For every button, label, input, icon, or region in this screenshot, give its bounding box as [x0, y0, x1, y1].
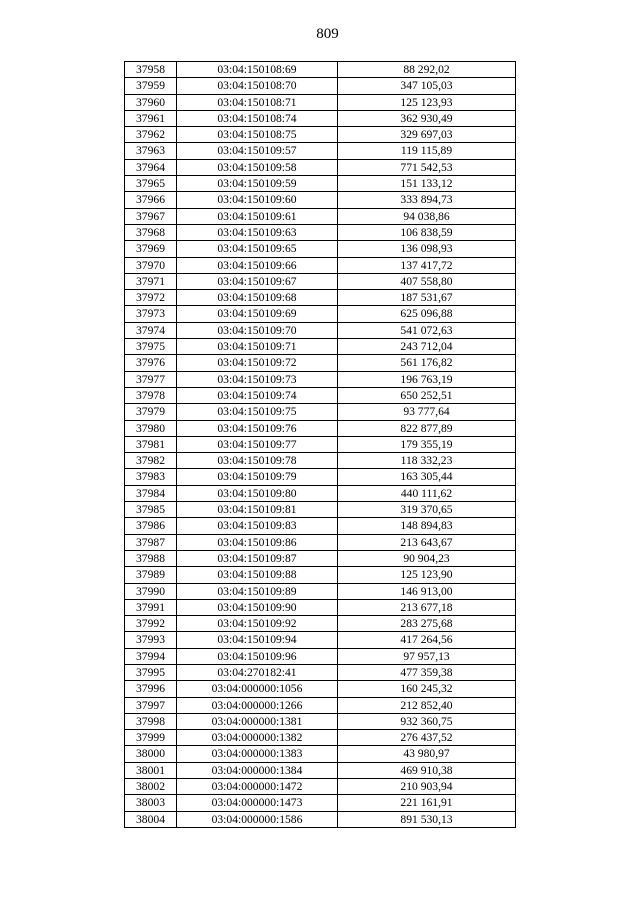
row-number-cell: 37960 [125, 94, 177, 110]
row-number-cell: 37964 [125, 159, 177, 175]
row-number-cell: 37974 [125, 322, 177, 338]
table-row [125, 159, 516, 175]
row-number-cell: 37963 [125, 143, 177, 159]
table-row [125, 648, 516, 664]
cadastral-number-cell: 03:04:150109:69 [177, 306, 338, 322]
cadastral-number-cell: 03:04:000000:1384 [177, 762, 338, 778]
row-number-cell: 37976 [125, 355, 177, 371]
table-row [125, 355, 516, 371]
table-row [125, 62, 516, 78]
row-number-cell: 37996 [125, 681, 177, 697]
cadastral-number-cell: 03:04:150109:65 [177, 241, 338, 257]
value-cell: 88 292,02 [338, 62, 516, 78]
row-number-cell: 37989 [125, 567, 177, 583]
row-number-cell: 37966 [125, 192, 177, 208]
value-cell: 213 677,18 [338, 599, 516, 615]
value-cell: 119 115,89 [338, 143, 516, 159]
value-cell: 362 930,49 [338, 110, 516, 126]
cadastral-number-cell: 03:04:150109:74 [177, 387, 338, 403]
cadastral-number-cell: 03:04:150109:86 [177, 534, 338, 550]
row-number-cell: 38004 [125, 811, 177, 827]
cadastral-number-cell: 03:04:000000:1586 [177, 811, 338, 827]
cadastral-number-cell: 03:04:270182:41 [177, 664, 338, 680]
table-row [125, 306, 516, 322]
table-row [125, 371, 516, 387]
value-cell: 196 763,19 [338, 371, 516, 387]
table-row [125, 713, 516, 729]
row-number-cell: 37999 [125, 730, 177, 746]
value-cell: 243 712,04 [338, 339, 516, 355]
value-cell: 90 904,23 [338, 550, 516, 566]
value-cell: 94 038,86 [338, 208, 516, 224]
table-body [125, 62, 516, 828]
table-row [125, 599, 516, 615]
table-row [125, 664, 516, 680]
table-row [125, 110, 516, 126]
table-row [125, 143, 516, 159]
value-cell: 469 910,38 [338, 762, 516, 778]
table-row [125, 730, 516, 746]
cadastral-number-cell: 03:04:150109:68 [177, 290, 338, 306]
cadastral-number-cell: 03:04:000000:1056 [177, 681, 338, 697]
cadastral-number-cell: 03:04:150109:87 [177, 550, 338, 566]
row-number-cell: 37978 [125, 387, 177, 403]
row-number-cell: 37983 [125, 469, 177, 485]
table-row [125, 616, 516, 632]
value-cell: 125 123,90 [338, 567, 516, 583]
table-row [125, 420, 516, 436]
table-row [125, 322, 516, 338]
value-cell: 650 252,51 [338, 387, 516, 403]
table-row [125, 94, 516, 110]
row-number-cell: 37991 [125, 599, 177, 615]
table-row [125, 746, 516, 762]
table-row [125, 339, 516, 355]
cadastral-number-cell: 03:04:150109:94 [177, 632, 338, 648]
row-number-cell: 37985 [125, 502, 177, 518]
table-row [125, 127, 516, 143]
page-number: 809 [316, 26, 339, 42]
cadastral-number-cell: 03:04:150108:70 [177, 78, 338, 94]
row-number-cell: 37995 [125, 664, 177, 680]
cadastral-number-cell: 03:04:150109:92 [177, 616, 338, 632]
cadastral-table-container [124, 61, 516, 828]
row-number-cell: 38000 [125, 746, 177, 762]
value-cell: 146 913,00 [338, 583, 516, 599]
value-cell: 148 894,83 [338, 518, 516, 534]
cadastral-number-cell: 03:04:000000:1266 [177, 697, 338, 713]
value-cell: 319 370,65 [338, 502, 516, 518]
value-cell: 541 072,63 [338, 322, 516, 338]
value-cell: 151 133,12 [338, 176, 516, 192]
row-number-cell: 37987 [125, 534, 177, 550]
value-cell: 213 643,67 [338, 534, 516, 550]
value-cell: 333 894,73 [338, 192, 516, 208]
cadastral-number-cell: 03:04:150109:61 [177, 208, 338, 224]
cadastral-number-cell: 03:04:150108:71 [177, 94, 338, 110]
row-number-cell: 37961 [125, 110, 177, 126]
row-number-cell: 37972 [125, 290, 177, 306]
table-row [125, 534, 516, 550]
value-cell: 477 359,38 [338, 664, 516, 680]
cadastral-number-cell: 03:04:150109:72 [177, 355, 338, 371]
table-row [125, 502, 516, 518]
row-number-cell: 37979 [125, 404, 177, 420]
table-row [125, 550, 516, 566]
cadastral-number-cell: 03:04:150109:60 [177, 192, 338, 208]
table-row [125, 78, 516, 94]
cadastral-number-cell: 03:04:000000:1473 [177, 795, 338, 811]
cadastral-number-cell: 03:04:150109:57 [177, 143, 338, 159]
row-number-cell: 37992 [125, 616, 177, 632]
value-cell: 136 098,93 [338, 241, 516, 257]
table-row [125, 697, 516, 713]
cadastral-number-cell: 03:04:150109:90 [177, 599, 338, 615]
value-cell: 625 096,88 [338, 306, 516, 322]
value-cell: 187 531,67 [338, 290, 516, 306]
value-cell: 440 111,62 [338, 485, 516, 501]
table-row [125, 224, 516, 240]
row-number-cell: 37959 [125, 78, 177, 94]
table-row [125, 387, 516, 403]
row-number-cell: 37990 [125, 583, 177, 599]
cadastral-number-cell: 03:04:150109:70 [177, 322, 338, 338]
value-cell: 137 417,72 [338, 257, 516, 273]
cadastral-number-cell: 03:04:150109:59 [177, 176, 338, 192]
value-cell: 125 123,93 [338, 94, 516, 110]
row-number-cell: 37965 [125, 176, 177, 192]
value-cell: 417 264,56 [338, 632, 516, 648]
value-cell: 407 558,80 [338, 273, 516, 289]
cadastral-value-table [124, 61, 516, 828]
row-number-cell: 37971 [125, 273, 177, 289]
table-row [125, 453, 516, 469]
table-row [125, 811, 516, 827]
table-row [125, 779, 516, 795]
value-cell: 283 275,68 [338, 616, 516, 632]
row-number-cell: 37997 [125, 697, 177, 713]
table-row [125, 404, 516, 420]
table-row [125, 290, 516, 306]
cadastral-number-cell: 03:04:000000:1381 [177, 713, 338, 729]
row-number-cell: 37975 [125, 339, 177, 355]
table-row [125, 583, 516, 599]
value-cell: 93 777,64 [338, 404, 516, 420]
table-row [125, 469, 516, 485]
value-cell: 97 957,13 [338, 648, 516, 664]
cadastral-number-cell: 03:04:150109:63 [177, 224, 338, 240]
value-cell: 932 360,75 [338, 713, 516, 729]
table-row [125, 257, 516, 273]
table-row [125, 176, 516, 192]
value-cell: 891 530,13 [338, 811, 516, 827]
row-number-cell: 37980 [125, 420, 177, 436]
value-cell: 106 838,59 [338, 224, 516, 240]
value-cell: 276 437,52 [338, 730, 516, 746]
cadastral-number-cell: 03:04:150109:79 [177, 469, 338, 485]
cadastral-number-cell: 03:04:150109:73 [177, 371, 338, 387]
row-number-cell: 37962 [125, 127, 177, 143]
value-cell: 822 877,89 [338, 420, 516, 436]
table-row [125, 762, 516, 778]
row-number-cell: 37994 [125, 648, 177, 664]
value-cell: 347 105,03 [338, 78, 516, 94]
table-row [125, 632, 516, 648]
row-number-cell: 38003 [125, 795, 177, 811]
value-cell: 771 542,53 [338, 159, 516, 175]
row-number-cell: 37969 [125, 241, 177, 257]
cadastral-number-cell: 03:04:150109:58 [177, 159, 338, 175]
row-number-cell: 37958 [125, 62, 177, 78]
cadastral-number-cell: 03:04:150109:81 [177, 502, 338, 518]
row-number-cell: 37968 [125, 224, 177, 240]
value-cell: 212 852,40 [338, 697, 516, 713]
cadastral-number-cell: 03:04:150109:77 [177, 436, 338, 452]
cadastral-number-cell: 03:04:150109:67 [177, 273, 338, 289]
cadastral-number-cell: 03:04:150109:96 [177, 648, 338, 664]
table-row [125, 795, 516, 811]
table-row [125, 192, 516, 208]
table-row [125, 436, 516, 452]
cadastral-number-cell: 03:04:000000:1383 [177, 746, 338, 762]
cadastral-number-cell: 03:04:150108:75 [177, 127, 338, 143]
row-number-cell: 37977 [125, 371, 177, 387]
row-number-cell: 37993 [125, 632, 177, 648]
value-cell: 329 697,03 [338, 127, 516, 143]
value-cell: 561 176,82 [338, 355, 516, 371]
table-row [125, 567, 516, 583]
row-number-cell: 38001 [125, 762, 177, 778]
table-row [125, 518, 516, 534]
cadastral-number-cell: 03:04:000000:1382 [177, 730, 338, 746]
value-cell: 43 980,97 [338, 746, 516, 762]
cadastral-number-cell: 03:04:150109:80 [177, 485, 338, 501]
cadastral-number-cell: 03:04:150109:71 [177, 339, 338, 355]
cadastral-number-cell: 03:04:150109:66 [177, 257, 338, 273]
value-cell: 179 355,19 [338, 436, 516, 452]
value-cell: 160 245,32 [338, 681, 516, 697]
value-cell: 221 161,91 [338, 795, 516, 811]
row-number-cell: 37986 [125, 518, 177, 534]
cadastral-number-cell: 03:04:150109:83 [177, 518, 338, 534]
cadastral-number-cell: 03:04:150109:76 [177, 420, 338, 436]
row-number-cell: 37973 [125, 306, 177, 322]
row-number-cell: 37967 [125, 208, 177, 224]
cadastral-number-cell: 03:04:150108:74 [177, 110, 338, 126]
value-cell: 210 903,94 [338, 779, 516, 795]
value-cell: 118 332,23 [338, 453, 516, 469]
row-number-cell: 37998 [125, 713, 177, 729]
cadastral-number-cell: 03:04:150109:75 [177, 404, 338, 420]
table-row [125, 241, 516, 257]
table-row [125, 208, 516, 224]
row-number-cell: 38002 [125, 779, 177, 795]
table-row [125, 681, 516, 697]
value-cell: 163 305,44 [338, 469, 516, 485]
row-number-cell: 37984 [125, 485, 177, 501]
row-number-cell: 37981 [125, 436, 177, 452]
cadastral-number-cell: 03:04:000000:1472 [177, 779, 338, 795]
row-number-cell: 37982 [125, 453, 177, 469]
cadastral-number-cell: 03:04:150108:69 [177, 62, 338, 78]
cadastral-number-cell: 03:04:150109:78 [177, 453, 338, 469]
table-row [125, 485, 516, 501]
cadastral-number-cell: 03:04:150109:89 [177, 583, 338, 599]
table-row [125, 273, 516, 289]
cadastral-number-cell: 03:04:150109:88 [177, 567, 338, 583]
row-number-cell: 37988 [125, 550, 177, 566]
row-number-cell: 37970 [125, 257, 177, 273]
